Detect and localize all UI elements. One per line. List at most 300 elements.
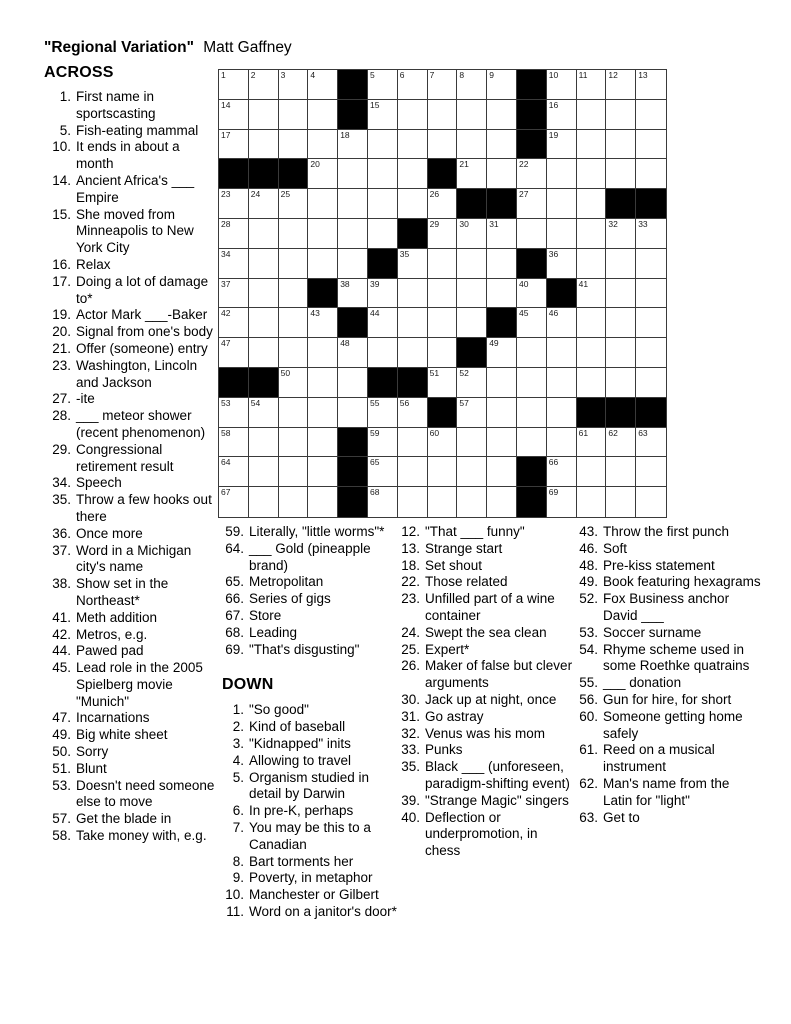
- grid-cell-black: [517, 70, 547, 100]
- grid-cell[interactable]: [487, 100, 517, 130]
- cell-number: 7: [429, 70, 435, 80]
- grid-cell[interactable]: [338, 398, 368, 428]
- grid-cell[interactable]: [368, 70, 398, 100]
- grid-cell[interactable]: [487, 130, 517, 160]
- clue-text: Manchester or Gilbert: [249, 887, 379, 903]
- clue-number: 1.: [232, 702, 244, 718]
- across-clue-20: [44, 324, 220, 341]
- clue-number: 14.: [52, 172, 71, 188]
- grid-cell[interactable]: [279, 428, 309, 458]
- grid-cell[interactable]: [517, 368, 547, 398]
- grid-cell[interactable]: [577, 130, 607, 160]
- grid-cell[interactable]: [457, 487, 487, 517]
- cell-number: 58: [221, 427, 231, 438]
- grid-cell-black: [517, 249, 547, 279]
- grid-cell[interactable]: [219, 279, 249, 309]
- grid-cell[interactable]: [249, 338, 279, 368]
- cell-number: 10: [548, 70, 559, 80]
- grid-cell-black: [249, 159, 279, 189]
- cell-number: 37: [221, 278, 231, 289]
- cell-number: 64: [221, 457, 231, 468]
- grid-cell[interactable]: [636, 487, 666, 517]
- clue-text: Metros, e.g.: [76, 626, 148, 642]
- grid-cell[interactable]: [547, 249, 577, 279]
- grid-cell[interactable]: [249, 249, 279, 279]
- grid-cell[interactable]: [398, 189, 428, 219]
- clue-number: 32.: [401, 725, 420, 741]
- grid-cell[interactable]: [547, 189, 577, 219]
- grid-cell-black: [606, 398, 636, 428]
- clue-number: 47.: [52, 710, 71, 726]
- grid-cell[interactable]: [308, 219, 338, 249]
- clue-text: Throw a few hooks out there: [76, 492, 212, 524]
- grid-cell[interactable]: [219, 70, 249, 100]
- grid-cell[interactable]: [606, 368, 636, 398]
- clue-text: In pre-K, perhaps: [249, 803, 354, 819]
- clues-column-a: [222, 524, 398, 921]
- grid-cell[interactable]: [279, 279, 309, 309]
- grid-cell[interactable]: [368, 487, 398, 517]
- clue-number: 20.: [52, 324, 71, 340]
- grid-cell[interactable]: [279, 398, 309, 428]
- grid-cell[interactable]: [428, 100, 458, 130]
- grid-cell[interactable]: [606, 338, 636, 368]
- grid-cell[interactable]: [577, 159, 607, 189]
- across-clue-37: [44, 543, 220, 577]
- grid-cell[interactable]: [606, 100, 636, 130]
- grid-cell[interactable]: [487, 338, 517, 368]
- clue-number: 9.: [232, 870, 244, 886]
- grid-cell[interactable]: [517, 279, 547, 309]
- grid-cell[interactable]: [577, 70, 607, 100]
- grid-cell[interactable]: [219, 249, 249, 279]
- grid-cell[interactable]: [636, 308, 666, 338]
- grid-cell[interactable]: [517, 308, 547, 338]
- grid-cell[interactable]: [398, 279, 428, 309]
- grid-cell[interactable]: [577, 189, 607, 219]
- cell-number: 39: [369, 278, 380, 289]
- down-clue-26: [398, 658, 576, 692]
- down-clue-56: [576, 692, 762, 709]
- clue-number: 15.: [52, 206, 71, 222]
- grid-cell[interactable]: [636, 70, 666, 100]
- grid-cell[interactable]: [219, 130, 249, 160]
- across-clue-29: [44, 442, 220, 476]
- grid-cell[interactable]: [368, 189, 398, 219]
- grid-cell[interactable]: [547, 70, 577, 100]
- grid-cell[interactable]: [577, 368, 607, 398]
- grid-cell[interactable]: [636, 100, 666, 130]
- grid-cell[interactable]: [398, 338, 428, 368]
- clue-text: "So good": [249, 702, 309, 718]
- grid-cell[interactable]: [577, 487, 607, 517]
- cell-number: 60: [429, 427, 440, 438]
- grid-cell[interactable]: [219, 189, 249, 219]
- grid-cell[interactable]: [219, 219, 249, 249]
- grid-cell[interactable]: [308, 487, 338, 517]
- across-clue-53: [44, 778, 220, 812]
- clue-text: ___ Gold (pineapple brand): [249, 540, 371, 573]
- clue-text: Sorry: [76, 744, 109, 760]
- cell-number: 59: [369, 427, 380, 438]
- clue-number: 52.: [579, 591, 598, 607]
- grid-cell[interactable]: [428, 249, 458, 279]
- cell-number: 56: [399, 397, 410, 408]
- clue-number: 53.: [579, 624, 598, 640]
- grid-cell[interactable]: [249, 457, 279, 487]
- clue-text: -ite: [76, 391, 95, 407]
- grid-cell[interactable]: [636, 338, 666, 368]
- cell-number: 24: [250, 189, 261, 200]
- cell-number: 44: [369, 308, 380, 319]
- grid-cell[interactable]: [577, 279, 607, 309]
- grid-cell[interactable]: [577, 100, 607, 130]
- clue-text: Poverty, in metaphor: [249, 870, 373, 886]
- grid-cell[interactable]: [487, 368, 517, 398]
- grid-cell[interactable]: [606, 219, 636, 249]
- cell-number: 49: [489, 338, 499, 349]
- grid-cell[interactable]: [338, 189, 368, 219]
- grid-cell[interactable]: [338, 159, 368, 189]
- grid-cell[interactable]: [428, 70, 458, 100]
- grid-cell[interactable]: [636, 428, 666, 458]
- grid-cell[interactable]: [308, 189, 338, 219]
- grid-cell[interactable]: [457, 159, 487, 189]
- grid-cell[interactable]: [308, 130, 338, 160]
- grid-cell[interactable]: [338, 338, 368, 368]
- grid-cell[interactable]: [577, 428, 607, 458]
- grid-cell[interactable]: [368, 130, 398, 160]
- grid-cell[interactable]: [487, 457, 517, 487]
- grid-cell[interactable]: [308, 457, 338, 487]
- grid-cell[interactable]: [398, 100, 428, 130]
- cell-number: 42: [221, 308, 231, 319]
- grid-cell[interactable]: [457, 70, 487, 100]
- cell-number: 25: [280, 189, 291, 200]
- grid-cell[interactable]: [279, 249, 309, 279]
- cell-number: 29: [429, 218, 440, 229]
- grid-cell[interactable]: [249, 398, 279, 428]
- grid-cell[interactable]: [457, 279, 487, 309]
- grid-cell-black: [606, 189, 636, 219]
- grid-cell-black: [368, 368, 398, 398]
- grid-cell[interactable]: [606, 457, 636, 487]
- grid-cell[interactable]: [636, 219, 666, 249]
- grid-cell[interactable]: [398, 159, 428, 189]
- grid-cell[interactable]: [457, 130, 487, 160]
- grid-cell[interactable]: [547, 398, 577, 428]
- grid-cell[interactable]: [308, 398, 338, 428]
- grid-cell[interactable]: [457, 249, 487, 279]
- grid-cell[interactable]: [428, 338, 458, 368]
- cell-number: 48: [340, 338, 350, 349]
- grid-cell-black: [398, 368, 428, 398]
- grid-cell[interactable]: [547, 457, 577, 487]
- grid-cell[interactable]: [428, 219, 458, 249]
- grid-cell[interactable]: [457, 457, 487, 487]
- cell-number: 18: [340, 129, 350, 140]
- clue-number: 37.: [52, 542, 71, 558]
- grid-cell[interactable]: [279, 308, 309, 338]
- grid-cell[interactable]: [487, 249, 517, 279]
- grid-cell[interactable]: [398, 398, 428, 428]
- grid-cell[interactable]: [249, 130, 279, 160]
- down-clue-32: [398, 726, 576, 743]
- across-clue-36: [44, 526, 220, 543]
- grid-cell[interactable]: [338, 130, 368, 160]
- grid-cell[interactable]: [279, 130, 309, 160]
- grid-cell[interactable]: [279, 368, 309, 398]
- grid-cell[interactable]: [219, 398, 249, 428]
- grid-cell[interactable]: [428, 279, 458, 309]
- grid-cell[interactable]: [249, 487, 279, 517]
- grid-cell[interactable]: [249, 308, 279, 338]
- clue-text: You may be this to a Canadian: [249, 819, 371, 852]
- grid-cell[interactable]: [279, 189, 309, 219]
- clue-number: 1.: [59, 89, 71, 104]
- grid-cell[interactable]: [636, 457, 666, 487]
- grid-cell[interactable]: [249, 70, 279, 100]
- grid-cell[interactable]: [636, 159, 666, 189]
- grid-cell[interactable]: [308, 308, 338, 338]
- clue-text: Offer (someone) entry: [76, 340, 208, 356]
- grid-cell[interactable]: [368, 219, 398, 249]
- clue-text: Big white sheet: [76, 727, 168, 743]
- clue-text: Soccer surname: [603, 624, 702, 640]
- grid-cell[interactable]: [219, 487, 249, 517]
- clue-text: Lead role in the 2005 Spielberg movie "Munich": [76, 660, 203, 709]
- grid-cell[interactable]: [547, 368, 577, 398]
- grid-cell[interactable]: [547, 308, 577, 338]
- clues-column-c: [576, 524, 762, 826]
- grid-cell[interactable]: [219, 308, 249, 338]
- grid-cell[interactable]: [428, 130, 458, 160]
- cell-number: 6: [399, 70, 405, 80]
- down-header: DOWN: [222, 676, 274, 694]
- grid-cell[interactable]: [487, 398, 517, 428]
- cell-number: 33: [638, 218, 648, 229]
- grid-cell[interactable]: [636, 279, 666, 309]
- grid-cell[interactable]: [606, 249, 636, 279]
- clue-number: 49.: [579, 574, 598, 590]
- clue-number: 69.: [225, 641, 244, 657]
- grid-cell[interactable]: [547, 338, 577, 368]
- grid-cell[interactable]: [547, 219, 577, 249]
- grid-cell[interactable]: [577, 338, 607, 368]
- clue-text: She moved from Minneapolis to New York City: [76, 206, 194, 256]
- grid-cell[interactable]: [457, 100, 487, 130]
- down-clue-10: [222, 887, 398, 904]
- grid-cell[interactable]: [487, 219, 517, 249]
- grid-cell[interactable]: [428, 428, 458, 458]
- clue-number: 3.: [232, 735, 244, 751]
- grid-cell-black: [338, 428, 368, 458]
- grid-cell[interactable]: [636, 130, 666, 160]
- grid-cell[interactable]: [487, 279, 517, 309]
- cell-number: 32: [608, 218, 618, 229]
- grid-cell[interactable]: [398, 428, 428, 458]
- grid-cell[interactable]: [487, 70, 517, 100]
- grid-cell[interactable]: [606, 279, 636, 309]
- cell-number: 8: [459, 70, 465, 80]
- grid-cell[interactable]: [547, 487, 577, 517]
- grid-cell[interactable]: [368, 308, 398, 338]
- grid-cell[interactable]: [577, 457, 607, 487]
- grid-cell-black: [219, 368, 249, 398]
- clue-text: Blunt: [76, 760, 107, 776]
- clue-number: 60.: [579, 708, 598, 724]
- grid-cell-black: [338, 308, 368, 338]
- grid-cell[interactable]: [219, 100, 249, 130]
- down-clue-54: [576, 642, 762, 676]
- grid-cell[interactable]: [308, 368, 338, 398]
- grid-cell[interactable]: [636, 249, 666, 279]
- clue-text: Fish-eating mammal: [76, 122, 199, 138]
- across-clue-28: [44, 408, 220, 442]
- grid-cell[interactable]: [279, 457, 309, 487]
- clue-text: Kind of baseball: [249, 719, 346, 735]
- grid-cell[interactable]: [308, 159, 338, 189]
- across-clue-35: [44, 492, 220, 526]
- grid-cell[interactable]: [338, 279, 368, 309]
- across-clue-49: [44, 727, 220, 744]
- grid-cell[interactable]: [249, 100, 279, 130]
- grid-cell[interactable]: [398, 70, 428, 100]
- down-clue-24: [398, 625, 576, 642]
- grid-cell[interactable]: [338, 219, 368, 249]
- grid-cell[interactable]: [368, 457, 398, 487]
- grid-cell[interactable]: [279, 100, 309, 130]
- grid-cell[interactable]: [398, 130, 428, 160]
- grid-cell[interactable]: [457, 219, 487, 249]
- grid-cell[interactable]: [368, 100, 398, 130]
- grid-cell[interactable]: [308, 249, 338, 279]
- grid-cell[interactable]: [428, 308, 458, 338]
- grid-cell[interactable]: [428, 189, 458, 219]
- clue-number: 43.: [579, 524, 598, 539]
- cell-number: 55: [369, 397, 380, 408]
- down-clue-13: [398, 541, 576, 558]
- grid-cell[interactable]: [636, 368, 666, 398]
- grid-cell[interactable]: [606, 487, 636, 517]
- grid-cell[interactable]: [398, 308, 428, 338]
- grid-cell[interactable]: [398, 249, 428, 279]
- grid-cell[interactable]: [517, 398, 547, 428]
- grid-cell[interactable]: [398, 457, 428, 487]
- grid-cell[interactable]: [308, 428, 338, 458]
- grid-cell[interactable]: [368, 279, 398, 309]
- grid-cell[interactable]: [219, 428, 249, 458]
- across-clue-21: [44, 341, 220, 358]
- grid-cell[interactable]: [219, 457, 249, 487]
- grid-cell[interactable]: [547, 100, 577, 130]
- clue-number: 66.: [225, 591, 244, 607]
- clue-number: 23.: [401, 591, 420, 607]
- grid-cell[interactable]: [547, 130, 577, 160]
- grid-cell[interactable]: [517, 159, 547, 189]
- grid-cell[interactable]: [606, 428, 636, 458]
- down-clue-3: [222, 736, 398, 753]
- grid-cell[interactable]: [606, 159, 636, 189]
- across-clue-51: [44, 761, 220, 778]
- down-clue-31: [398, 709, 576, 726]
- clue-number: 48.: [579, 557, 598, 573]
- grid-cell[interactable]: [577, 219, 607, 249]
- grid-cell[interactable]: [428, 487, 458, 517]
- puzzle-author: Matt Gaffney: [203, 39, 292, 56]
- grid-cell[interactable]: [308, 338, 338, 368]
- grid-cell[interactable]: [368, 428, 398, 458]
- clue-number: 11.: [226, 903, 244, 919]
- grid-cell[interactable]: [547, 159, 577, 189]
- grid-cell[interactable]: [279, 338, 309, 368]
- grid-cell[interactable]: [219, 338, 249, 368]
- cell-number: 13: [638, 70, 648, 80]
- grid-cell[interactable]: [279, 487, 309, 517]
- grid-cell[interactable]: [547, 428, 577, 458]
- grid-cell[interactable]: [487, 487, 517, 517]
- clue-number: 23.: [52, 357, 71, 373]
- grid-cell[interactable]: [368, 159, 398, 189]
- down-clue-33: [398, 742, 576, 759]
- grid-cell[interactable]: [517, 428, 547, 458]
- grid-cell[interactable]: [457, 398, 487, 428]
- grid-cell[interactable]: [338, 249, 368, 279]
- grid-cell[interactable]: [606, 308, 636, 338]
- grid-cell[interactable]: [249, 219, 279, 249]
- grid-cell[interactable]: [577, 249, 607, 279]
- clue-number: 25.: [401, 641, 420, 657]
- grid-cell[interactable]: [457, 308, 487, 338]
- cell-number: 53: [221, 397, 231, 408]
- grid-cell[interactable]: [308, 100, 338, 130]
- grid-cell[interactable]: [577, 308, 607, 338]
- grid-cell[interactable]: [368, 338, 398, 368]
- grid-cell[interactable]: [487, 428, 517, 458]
- grid-cell[interactable]: [308, 70, 338, 100]
- grid-cell[interactable]: [279, 70, 309, 100]
- grid-cell[interactable]: [606, 70, 636, 100]
- grid-cell[interactable]: [428, 368, 458, 398]
- grid-cell[interactable]: [338, 368, 368, 398]
- grid-cell[interactable]: [517, 338, 547, 368]
- clue-number: 41.: [52, 609, 71, 625]
- grid-cell[interactable]: [368, 398, 398, 428]
- down-clue-49: [576, 574, 762, 591]
- grid-cell[interactable]: [487, 159, 517, 189]
- grid-cell[interactable]: [249, 428, 279, 458]
- grid-cell-black: [517, 130, 547, 160]
- cell-number: 28: [221, 218, 231, 229]
- grid-cell[interactable]: [517, 189, 547, 219]
- cell-number: 2: [250, 70, 256, 80]
- grid-cell[interactable]: [249, 189, 279, 219]
- grid-cell[interactable]: [279, 219, 309, 249]
- grid-cell[interactable]: [398, 487, 428, 517]
- grid-cell[interactable]: [517, 219, 547, 249]
- grid-cell[interactable]: [457, 368, 487, 398]
- clue-text: Store: [249, 607, 282, 623]
- cell-number: 20: [310, 159, 320, 170]
- clue-text: Soft: [603, 540, 628, 556]
- cell-number: 41: [578, 278, 589, 289]
- clue-number: 5.: [59, 122, 71, 138]
- grid-cell[interactable]: [428, 457, 458, 487]
- grid-cell[interactable]: [249, 279, 279, 309]
- across-clue-67: [222, 608, 398, 625]
- grid-cell[interactable]: [457, 428, 487, 458]
- grid-cell[interactable]: [606, 130, 636, 160]
